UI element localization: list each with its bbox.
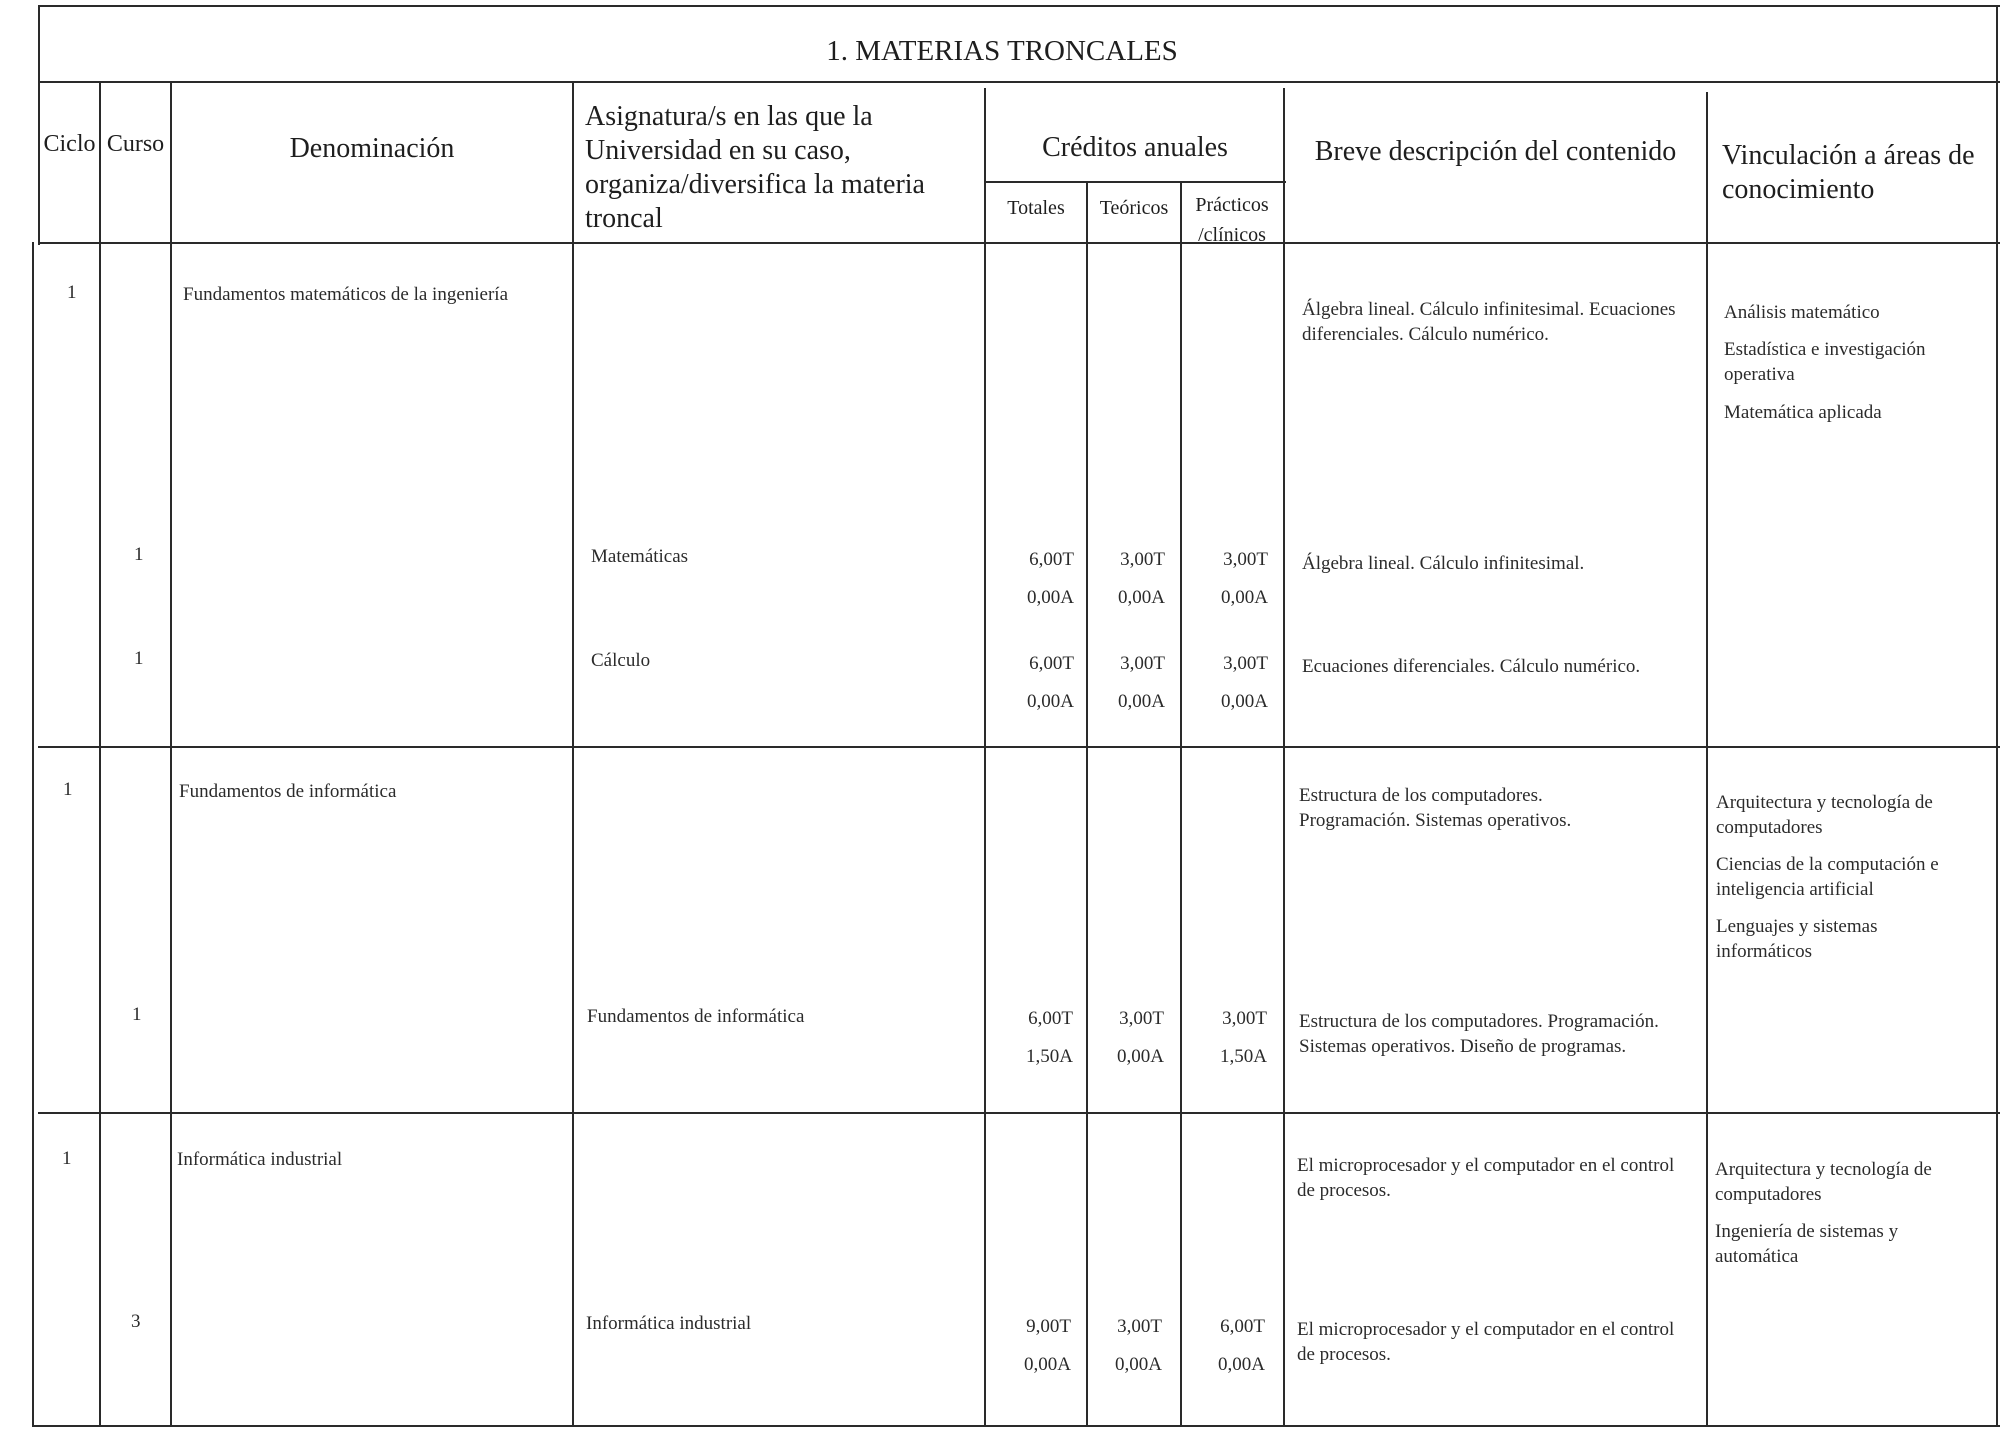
ciclo-cell: 1	[67, 282, 77, 303]
teoricos-a: 0,00A	[1117, 1046, 1164, 1067]
header-creditos: Créditos anuales	[1042, 132, 1228, 163]
denominacion-cell: Informática industrial	[177, 1149, 343, 1170]
practicos-t: 3,00T	[1222, 1008, 1267, 1029]
area-item: Ingeniería de sistemas y automática	[1715, 1221, 1899, 1267]
descripcion-cell: Estructura de los computadores. Programación. Sistemas operativos.	[1299, 785, 1572, 831]
curso-cell: 1	[134, 544, 144, 565]
totales-a: 0,00A	[1027, 691, 1074, 712]
header-vinculacion: Vinculación a áreas de conocimiento	[1722, 140, 1975, 205]
teoricos-t: 3,00T	[1120, 549, 1165, 570]
area-item: Estadística e investigación operativa	[1724, 339, 1926, 385]
teoricos-a: 0,00A	[1118, 691, 1165, 712]
practicos-t: 6,00T	[1220, 1316, 1265, 1337]
curso-cell: 3	[131, 1311, 141, 1332]
header-asignaturas: Asignatura/s en las que la Universidad en su caso, organiza/diversifica la materia troncal	[585, 101, 925, 234]
descripcion-cell: Álgebra lineal. Cálculo infinitesimal. Ecuaciones diferenciales. Cálculo numérico.	[1302, 299, 1676, 345]
header-descripcion: Breve descripción del contenido	[1314, 136, 1677, 167]
teoricos-t: 3,00T	[1120, 653, 1165, 674]
totales-a: 1,50A	[1026, 1046, 1073, 1067]
practicos-a: 1,50A	[1220, 1046, 1267, 1067]
totales-t: 9,00T	[1026, 1316, 1071, 1337]
area-item: Arquitectura y tecnología de computadores	[1715, 1159, 1932, 1205]
practicos-a: 0,00A	[1221, 691, 1268, 712]
header-denominacion: Denominación	[289, 133, 455, 164]
area-item: Matemática aplicada	[1724, 402, 1882, 423]
curso-cell: 1	[134, 648, 144, 669]
header-practicos: Prácticos /clínicos	[1195, 194, 1269, 246]
totales-a: 0,00A	[1024, 1354, 1071, 1375]
asignatura-cell: Informática industrial	[586, 1313, 752, 1334]
descripcion-cell: Estructura de los computadores. Programación. Sistemas operativos. Diseño de programas.	[1299, 1011, 1659, 1057]
descripcion-cell: El microprocesador y el computador en el control de procesos.	[1297, 1319, 1675, 1365]
practicos-a: 0,00A	[1221, 587, 1268, 608]
practicos-t: 3,00T	[1223, 549, 1268, 570]
header-totales: Totales	[1007, 197, 1065, 219]
denominacion-cell: Fundamentos matemáticos de la ingeniería	[183, 284, 509, 305]
area-item: Ciencias de la computación e inteligencia artificial	[1716, 854, 1939, 900]
descripcion-cell: Ecuaciones diferenciales. Cálculo numérico.	[1302, 656, 1641, 677]
descripcion-cell: Álgebra lineal. Cálculo infinitesimal.	[1302, 553, 1585, 574]
area-item: Análisis matemático	[1724, 302, 1880, 323]
area-item: Lenguajes y sistemas informáticos	[1716, 916, 1878, 962]
asignatura-cell: Cálculo	[591, 650, 651, 671]
denominacion-cell: Fundamentos de informática	[179, 781, 397, 802]
practicos-t: 3,00T	[1223, 653, 1268, 674]
totales-a: 0,00A	[1027, 587, 1074, 608]
totales-t: 6,00T	[1029, 549, 1074, 570]
teoricos-a: 0,00A	[1115, 1354, 1162, 1375]
asignatura-cell: Fundamentos de informática	[587, 1006, 805, 1027]
area-item: Arquitectura y tecnología de computadores	[1716, 792, 1933, 838]
totales-t: 6,00T	[1029, 653, 1074, 674]
totales-t: 6,00T	[1028, 1008, 1073, 1029]
ciclo-cell: 1	[62, 1148, 72, 1169]
teoricos-t: 3,00T	[1117, 1316, 1162, 1337]
teoricos-t: 3,00T	[1119, 1008, 1164, 1029]
descripcion-cell: El microprocesador y el computador en el control de procesos.	[1297, 1155, 1675, 1201]
practicos-a: 0,00A	[1218, 1354, 1265, 1375]
ciclo-cell: 1	[63, 779, 73, 800]
table-title: 1. MATERIAS TRONCALES	[826, 35, 1178, 67]
header-ciclo: Ciclo	[43, 131, 96, 157]
header-teoricos: Teóricos	[1099, 197, 1169, 219]
asignatura-cell: Matemáticas	[591, 546, 689, 567]
teoricos-a: 0,00A	[1118, 587, 1165, 608]
curso-cell: 1	[132, 1004, 142, 1025]
header-curso: Curso	[106, 131, 165, 157]
